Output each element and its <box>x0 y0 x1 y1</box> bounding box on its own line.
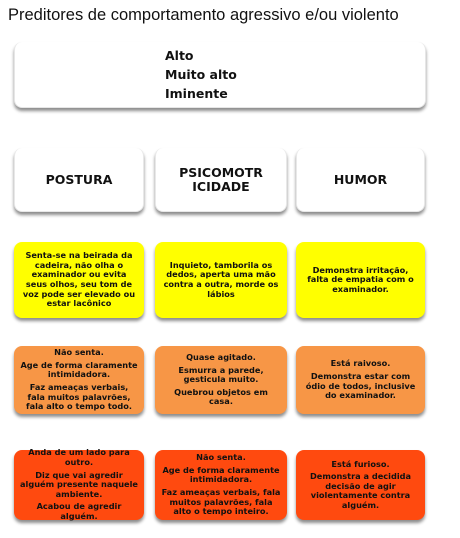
cell-text: Inquieto, tamborila os dedos, aperta uma mão contra a outra, morde os lábios <box>163 259 279 299</box>
cell-text: Diz que vai agredir alguém presente naquele ambiente. <box>20 469 138 499</box>
cell-text: Faz ameaças verbais, fala muitos palavrões, fala alto o tempo todo. <box>26 382 132 412</box>
cell-text: Acabou de agredir alguém. <box>36 501 122 521</box>
cell-text: Anda de um lado para outro. <box>28 447 130 468</box>
cell-text: Esmurra a parede, gesticula muito. <box>178 364 264 385</box>
level-imminent: Iminente <box>165 86 228 101</box>
page-title: Preditores de comportamento agressivo e/ou violento <box>8 6 399 24</box>
cell-imminent-posture <box>14 447 144 521</box>
cell-text: Não senta. <box>54 347 104 358</box>
cell-text: Faz ameaças verbais, fala muitos palavrões, fala alto o tempo inteiro. <box>161 487 281 517</box>
cell-text: Age de forma claramente intimidadora. <box>162 464 280 485</box>
cell-high-posture <box>14 242 144 318</box>
cell-high-psychomotricity <box>155 242 287 318</box>
cell-text: Demonstra a decidida decisão de agir violentamente contra alguém. <box>309 471 412 510</box>
column-header-mood: HUMOR <box>296 148 425 212</box>
cell-very-high-posture <box>14 346 144 414</box>
level-very-high: Muito alto <box>165 67 237 82</box>
level-high: Alto <box>165 48 194 63</box>
cell-text: Quebrou objetos em casa. <box>174 386 268 407</box>
cell-very-high-mood <box>296 346 425 414</box>
cell-imminent-mood <box>296 450 425 520</box>
cell-text: Quase agitado. <box>186 352 256 363</box>
cell-text: Não senta. <box>196 452 246 463</box>
cell-high-mood <box>296 242 425 318</box>
risk-levels-box <box>14 42 426 108</box>
column-header-psychomotricity <box>155 148 287 212</box>
cell-text: Demonstra estar com ódio de todos, inclusive do examinador. <box>305 370 416 401</box>
column-header-posture: POSTURA <box>14 148 144 212</box>
cell-text: Está furioso. <box>331 458 390 469</box>
column-header-psychomotricity-label: PSICOMOTRICIDADE <box>179 164 263 194</box>
cell-text: Está raivoso. <box>330 358 391 369</box>
cell-very-high-psychomotricity <box>155 346 287 414</box>
cell-text: Age de forma claramente intimidadora. <box>20 359 138 380</box>
cell-text: Senta-se na beirada da cadeira, não olha o examinador ou evita seus olhos, seu tom de voz pode ser elevado ou estar lacônico <box>22 250 136 309</box>
cell-text: Demonstra irritação, falta de empatia com o examinador. <box>307 264 414 294</box>
cell-imminent-psychomotricity <box>155 450 287 520</box>
